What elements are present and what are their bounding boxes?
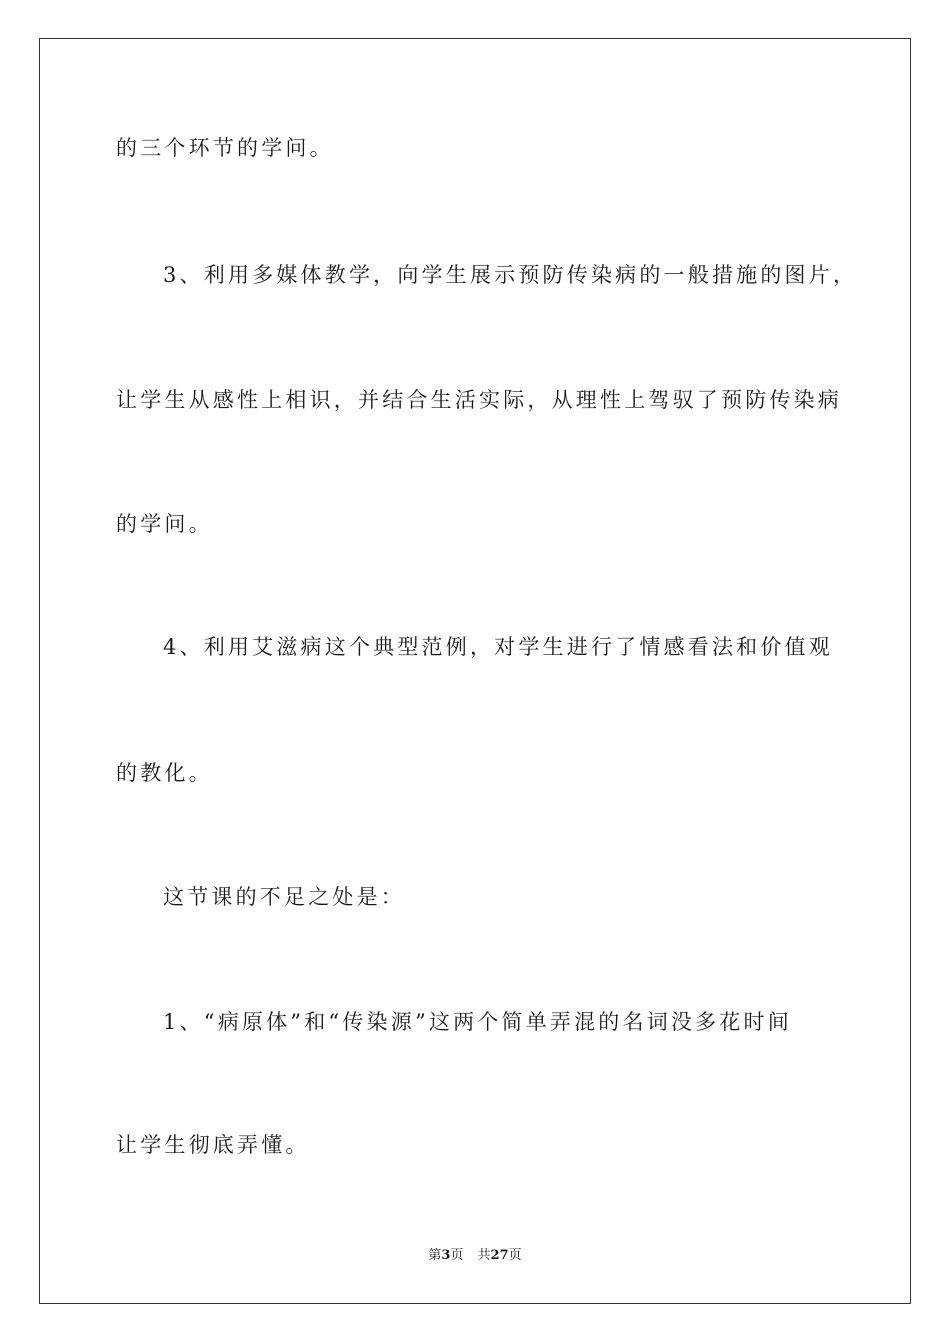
footer-page-number: 3 [441, 1248, 451, 1263]
text-line-8: 1、“病原体”和“传染源”这两个简单弄混的名词没多花时间 [163, 1010, 792, 1034]
footer-page-suffix: 页 [450, 1248, 464, 1263]
text-line-2: 3、利用多媒体教学，向学生展示预防传染病的一般措施的图片， [163, 263, 858, 287]
page-border [39, 38, 911, 1304]
footer-page-prefix: 第 [428, 1248, 442, 1263]
footer-total-suffix: 页 [508, 1248, 522, 1263]
text-line-9: 让学生彻底弄懂。 [116, 1133, 310, 1157]
text-line-6: 的教化。 [116, 761, 213, 785]
footer-total-pages: 27 [490, 1248, 509, 1263]
page-footer [0, 1249, 950, 1262]
text-line-3: 让学生从感性上相识，并结合生活实际，从理性上驾驭了预防传染病 [116, 388, 842, 412]
text-line-4: 的学问。 [116, 512, 213, 536]
text-line-7: 这节课的不足之处是： [163, 885, 405, 909]
footer-total-prefix: 共 [477, 1248, 491, 1263]
text-line-5: 4、利用艾滋病这个典型范例，对学生进行了情感看法和价值观 [163, 635, 833, 659]
text-line-1: 的三个环节的学问。 [116, 136, 334, 160]
